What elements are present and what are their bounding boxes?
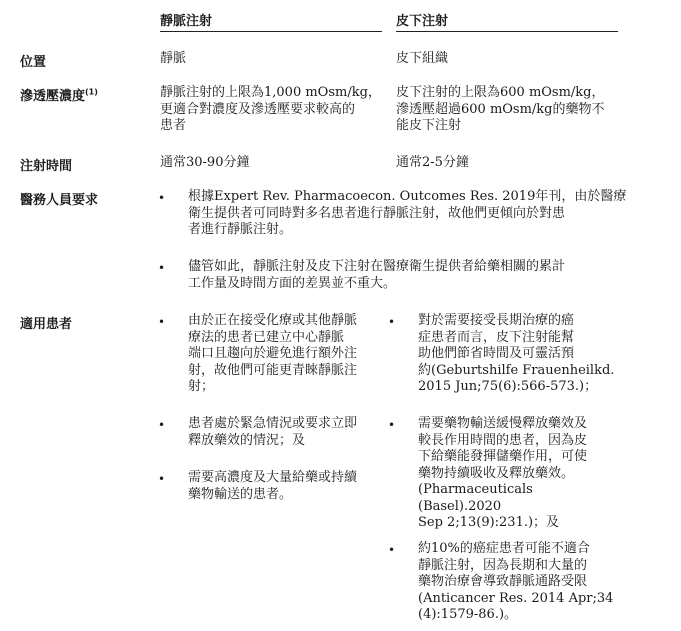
patients-sc-bullet bbox=[418, 541, 618, 624]
bullet-icon: • bbox=[158, 315, 166, 329]
osmolality-iv bbox=[160, 85, 385, 135]
row-label-staff: 醫務人員要求 bbox=[20, 193, 99, 208]
patients-iv-line: 需要高濃度及大量給藥或持續 bbox=[188, 470, 358, 485]
patients-sc-line: 藥物持續吸收及釋放藥效。 bbox=[418, 465, 575, 481]
patients-sc-line: (Anticancer Res. 2014 Apr;34 bbox=[418, 590, 614, 606]
patients-iv-bullet bbox=[188, 313, 383, 396]
staff-bullet-line: 衛生提供者可同時對多名患者進行靜脈注射，故他們更傾向於對患 bbox=[188, 205, 566, 221]
staff-bullet bbox=[188, 189, 628, 239]
bullet-icon: • bbox=[158, 472, 166, 486]
patients-sc-line: 2015 Jun;75(6):566-573.)； bbox=[418, 379, 598, 394]
row-label-patients: 適用患者 bbox=[20, 317, 73, 332]
patients-iv-line: 射； bbox=[188, 379, 215, 394]
location-sc: 皮下組織 bbox=[396, 51, 449, 66]
patients-sc-line: 較長作用時間的患者，因為皮 bbox=[418, 432, 588, 448]
osmolality-sc-line: 能皮下注射 bbox=[396, 118, 462, 133]
patients-sc-line: 助他們節省時間及可靈活預 bbox=[418, 346, 575, 361]
patients-sc-line: 需要藥物輸送緩慢釋放藥效及 bbox=[418, 416, 588, 431]
patients-iv-bullet bbox=[188, 416, 383, 449]
patients-iv-bullet bbox=[188, 470, 383, 503]
staff-bullet-line: 者進行靜脈注射。 bbox=[188, 222, 293, 237]
patients-iv-line: 由於正在接受化療或其他靜脈 bbox=[188, 313, 358, 328]
header-iv-rule bbox=[160, 31, 382, 32]
duration-iv: 通常30-90分鐘 bbox=[160, 155, 250, 170]
duration-sc: 通常2-5分鐘 bbox=[396, 155, 469, 170]
osmolality-footnote: (1) bbox=[85, 87, 98, 97]
patients-sc-line: 約(Geburtshilfe Frauenheilkd. bbox=[418, 362, 615, 378]
bullet-icon: • bbox=[388, 543, 396, 557]
patients-sc-line: Sep 2;13(9):231.)；及 bbox=[418, 515, 560, 530]
osmolality-iv-line: 靜脈注射的上限為1,000 mOsm/kg， bbox=[160, 85, 381, 100]
patients-sc-line: 下給藥能發揮儲藥作用，可使 bbox=[418, 449, 588, 464]
osmolality-iv-line: 更適合對濃度及滲透壓要求較高的 bbox=[160, 101, 356, 117]
patients-sc-bullet bbox=[418, 313, 618, 396]
patients-sc-line: 靜脈注射，因為長期和大量的 bbox=[418, 557, 588, 573]
location-iv: 靜脈 bbox=[160, 51, 187, 66]
patients-sc-line: (Pharmaceuticals (Basel).2020 bbox=[418, 482, 533, 514]
header-iv: 靜脈注射 bbox=[160, 14, 213, 29]
patients-iv-line: 療法的患者已建立中心靜脈 bbox=[188, 329, 345, 345]
osmolality-sc-line: 滲透壓超過600 mOsm/kg的藥物不 bbox=[396, 101, 605, 117]
row-label-location: 位置 bbox=[20, 55, 47, 70]
bullet-icon: • bbox=[158, 191, 166, 205]
osmolality-label-text: 滲透壓濃度 bbox=[20, 89, 86, 104]
patients-sc-line: (4):1579-86.)。 bbox=[418, 607, 518, 622]
header-sc: 皮下注射 bbox=[396, 14, 449, 29]
patients-sc-bullet bbox=[418, 416, 618, 532]
patients-iv-line: 釋放藥效的情況；及 bbox=[188, 432, 306, 448]
bullet-icon: • bbox=[388, 315, 396, 329]
patients-sc-line: 藥物治療會導致靜脈通路受限 bbox=[418, 574, 588, 589]
patients-iv-line: 患者處於緊急情況或要求立即 bbox=[188, 416, 358, 431]
patients-iv-line: 射，故他們可能更青睞靜脈注 bbox=[188, 362, 358, 378]
row-label-duration: 注射時間 bbox=[20, 159, 73, 174]
patients-sc-line: 症患者而言，皮下注射能幫 bbox=[418, 329, 575, 345]
bullet-icon: • bbox=[158, 261, 166, 275]
osmolality-sc bbox=[396, 85, 621, 135]
row-label-osmolality bbox=[20, 85, 98, 104]
staff-bullet-line: 儘管如此，靜脈注射及皮下注射在醫療衛生提供者給藥相關的累計 bbox=[188, 259, 566, 274]
osmolality-sc-line: 皮下注射的上限為600 mOsm/kg， bbox=[396, 85, 605, 100]
patients-iv-line: 端口且趨向於避免進行額外注 bbox=[188, 346, 358, 361]
staff-bullet bbox=[188, 259, 628, 292]
bullet-icon: • bbox=[388, 418, 396, 432]
header-sc-rule bbox=[396, 31, 618, 32]
patients-sc-line: 對於需要接受長期治療的癌 bbox=[418, 313, 575, 328]
bullet-icon: • bbox=[158, 418, 166, 432]
staff-bullet-line: 根據Expert Rev. Pharmacoecon. Outcomes Res. 2019年刊，由於醫療 bbox=[188, 189, 627, 204]
patients-iv-line: 藥物輸送的患者。 bbox=[188, 486, 293, 502]
staff-bullet-line: 工作量及時間方面的差異並不重大。 bbox=[188, 275, 397, 291]
osmolality-iv-line: 患者 bbox=[160, 118, 187, 133]
patients-sc-line: 約10%的癌症患者可能不適合 bbox=[418, 541, 590, 556]
